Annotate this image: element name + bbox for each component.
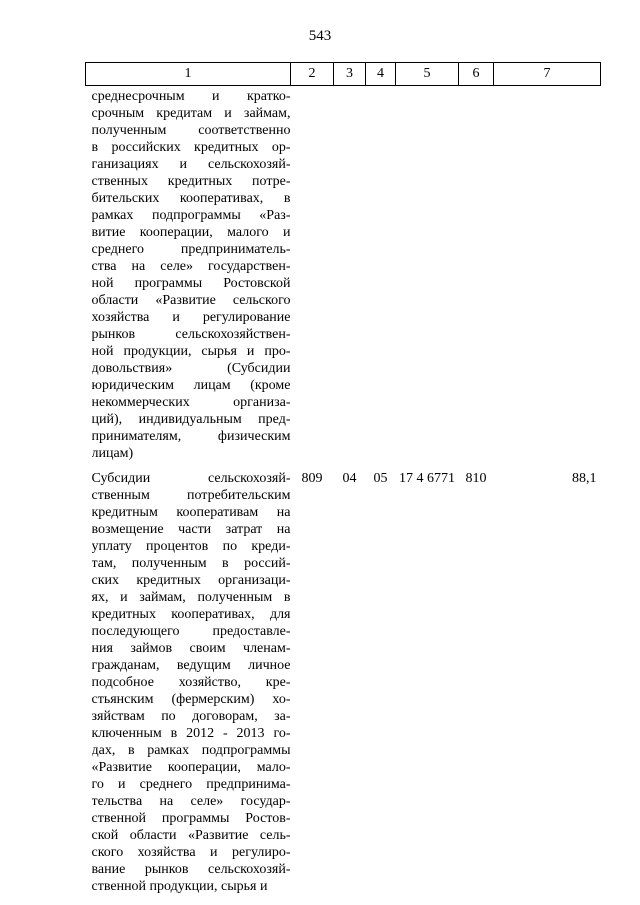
cell-target-article [396, 86, 459, 469]
description-line: некоммерческих организа- [91, 395, 291, 410]
description-line: ственным потребительским [91, 488, 291, 503]
cell-ministry-code [291, 86, 334, 469]
description-line: ства на селе» государствен- [91, 259, 291, 274]
cell-ministry-code: 809 [301, 471, 323, 486]
description-line: ния займов своим членам- [91, 641, 291, 656]
description-line: Субсидии сельскохозяй- [91, 471, 291, 486]
description-line: ских кредитных организаци- [91, 573, 291, 588]
description-line: ций), индивидуальным пред- [91, 412, 291, 427]
cell-subsection-code [366, 86, 396, 469]
description-line: возмещение части затрат на [91, 522, 291, 537]
cell-amount [494, 86, 601, 469]
description-line: кредитным кооперативам на [91, 505, 291, 520]
header-row [86, 63, 601, 86]
description-line: дах, в рамках подпрограммы [91, 743, 291, 758]
table-row [86, 468, 601, 901]
cell-section-code: 04 [342, 471, 357, 486]
table-row [86, 86, 601, 469]
description-line: среднего предприниматель- [91, 242, 291, 257]
description-line: подсобное хозяйство, кре- [91, 675, 291, 690]
description-line: ной продукции, сырья и про- [91, 344, 291, 359]
description-line: го и среднего предпринима- [91, 777, 291, 792]
description-line: юридическим лицам (кроме [91, 378, 291, 393]
cell-target-article: 17 4 6771 [399, 471, 455, 486]
description-line: последующего предоставле- [91, 624, 291, 639]
description-line: хозяйства и регулирование [91, 310, 291, 325]
cell-expense-type: 810 [465, 471, 487, 486]
description-line: «Развитие кооперации, мало- [91, 760, 291, 775]
description-line: области «Развитие сельского [91, 293, 291, 308]
description-line: довольствия» (Субсидии [91, 361, 291, 376]
description-line: гражданам, ведущим личное [91, 658, 291, 673]
description-line: ской области «Развитие сель- [91, 828, 291, 843]
description-line: ях, и займам, полученным в [91, 590, 291, 605]
description-line: зяйствам по договорам, за- [91, 709, 291, 724]
description-line: ганизациях и сельскохозяй- [91, 157, 291, 172]
budget-table [85, 62, 601, 901]
description-line: полученным соответственно [91, 123, 291, 138]
column-header-2: 2 [291, 63, 334, 86]
description-line: лицам) [91, 446, 134, 461]
description-line: среднесрочным и кратко- [91, 89, 291, 104]
row-description [86, 468, 291, 901]
column-header-7: 7 [494, 63, 601, 86]
description-line: в российских кредитных ор- [91, 140, 291, 155]
row-description [86, 86, 291, 469]
description-line: рынков сельскохозяйствен- [91, 327, 291, 342]
description-line: ственной продукции, сырья и [91, 879, 268, 894]
description-line: уплату процентов по креди- [91, 539, 291, 554]
page-number: 543 [308, 28, 332, 44]
description-line: тельства на селе» государ- [91, 794, 291, 809]
cell-subsection-code: 05 [373, 471, 388, 486]
description-line: рамках подпрограммы «Раз- [91, 208, 291, 223]
cell-amount: 88,1 [572, 471, 597, 486]
description-line: ского хозяйства и регулиро- [91, 845, 291, 860]
column-header-6: 6 [459, 63, 494, 86]
column-header-1: 1 [86, 63, 291, 86]
description-line: стьянским (фермерским) хо- [91, 692, 291, 707]
description-line: там, полученным в россий- [91, 556, 291, 571]
description-line: ной программы Ростовской [91, 276, 291, 291]
cell-section-code [334, 86, 366, 469]
description-line: ключенным в 2012 - 2013 го- [91, 726, 291, 741]
cell-expense-type [459, 86, 494, 469]
column-header-5: 5 [396, 63, 459, 86]
description-line: вание рынков сельскохозяй- [91, 862, 291, 877]
description-line: ственной программы Ростов- [91, 811, 291, 826]
description-line: витие кооперации, малого и [91, 225, 291, 240]
column-header-3: 3 [334, 63, 366, 86]
description-line: бительских кооперативах, в [91, 191, 291, 206]
description-line: принимателям, физическим [91, 429, 291, 444]
description-line: ственных кредитных потре- [91, 174, 291, 189]
description-line: срочным кредитам и займам, [91, 106, 291, 121]
description-line: кредитных кооперативах, для [91, 607, 291, 622]
column-header-4: 4 [366, 63, 396, 86]
